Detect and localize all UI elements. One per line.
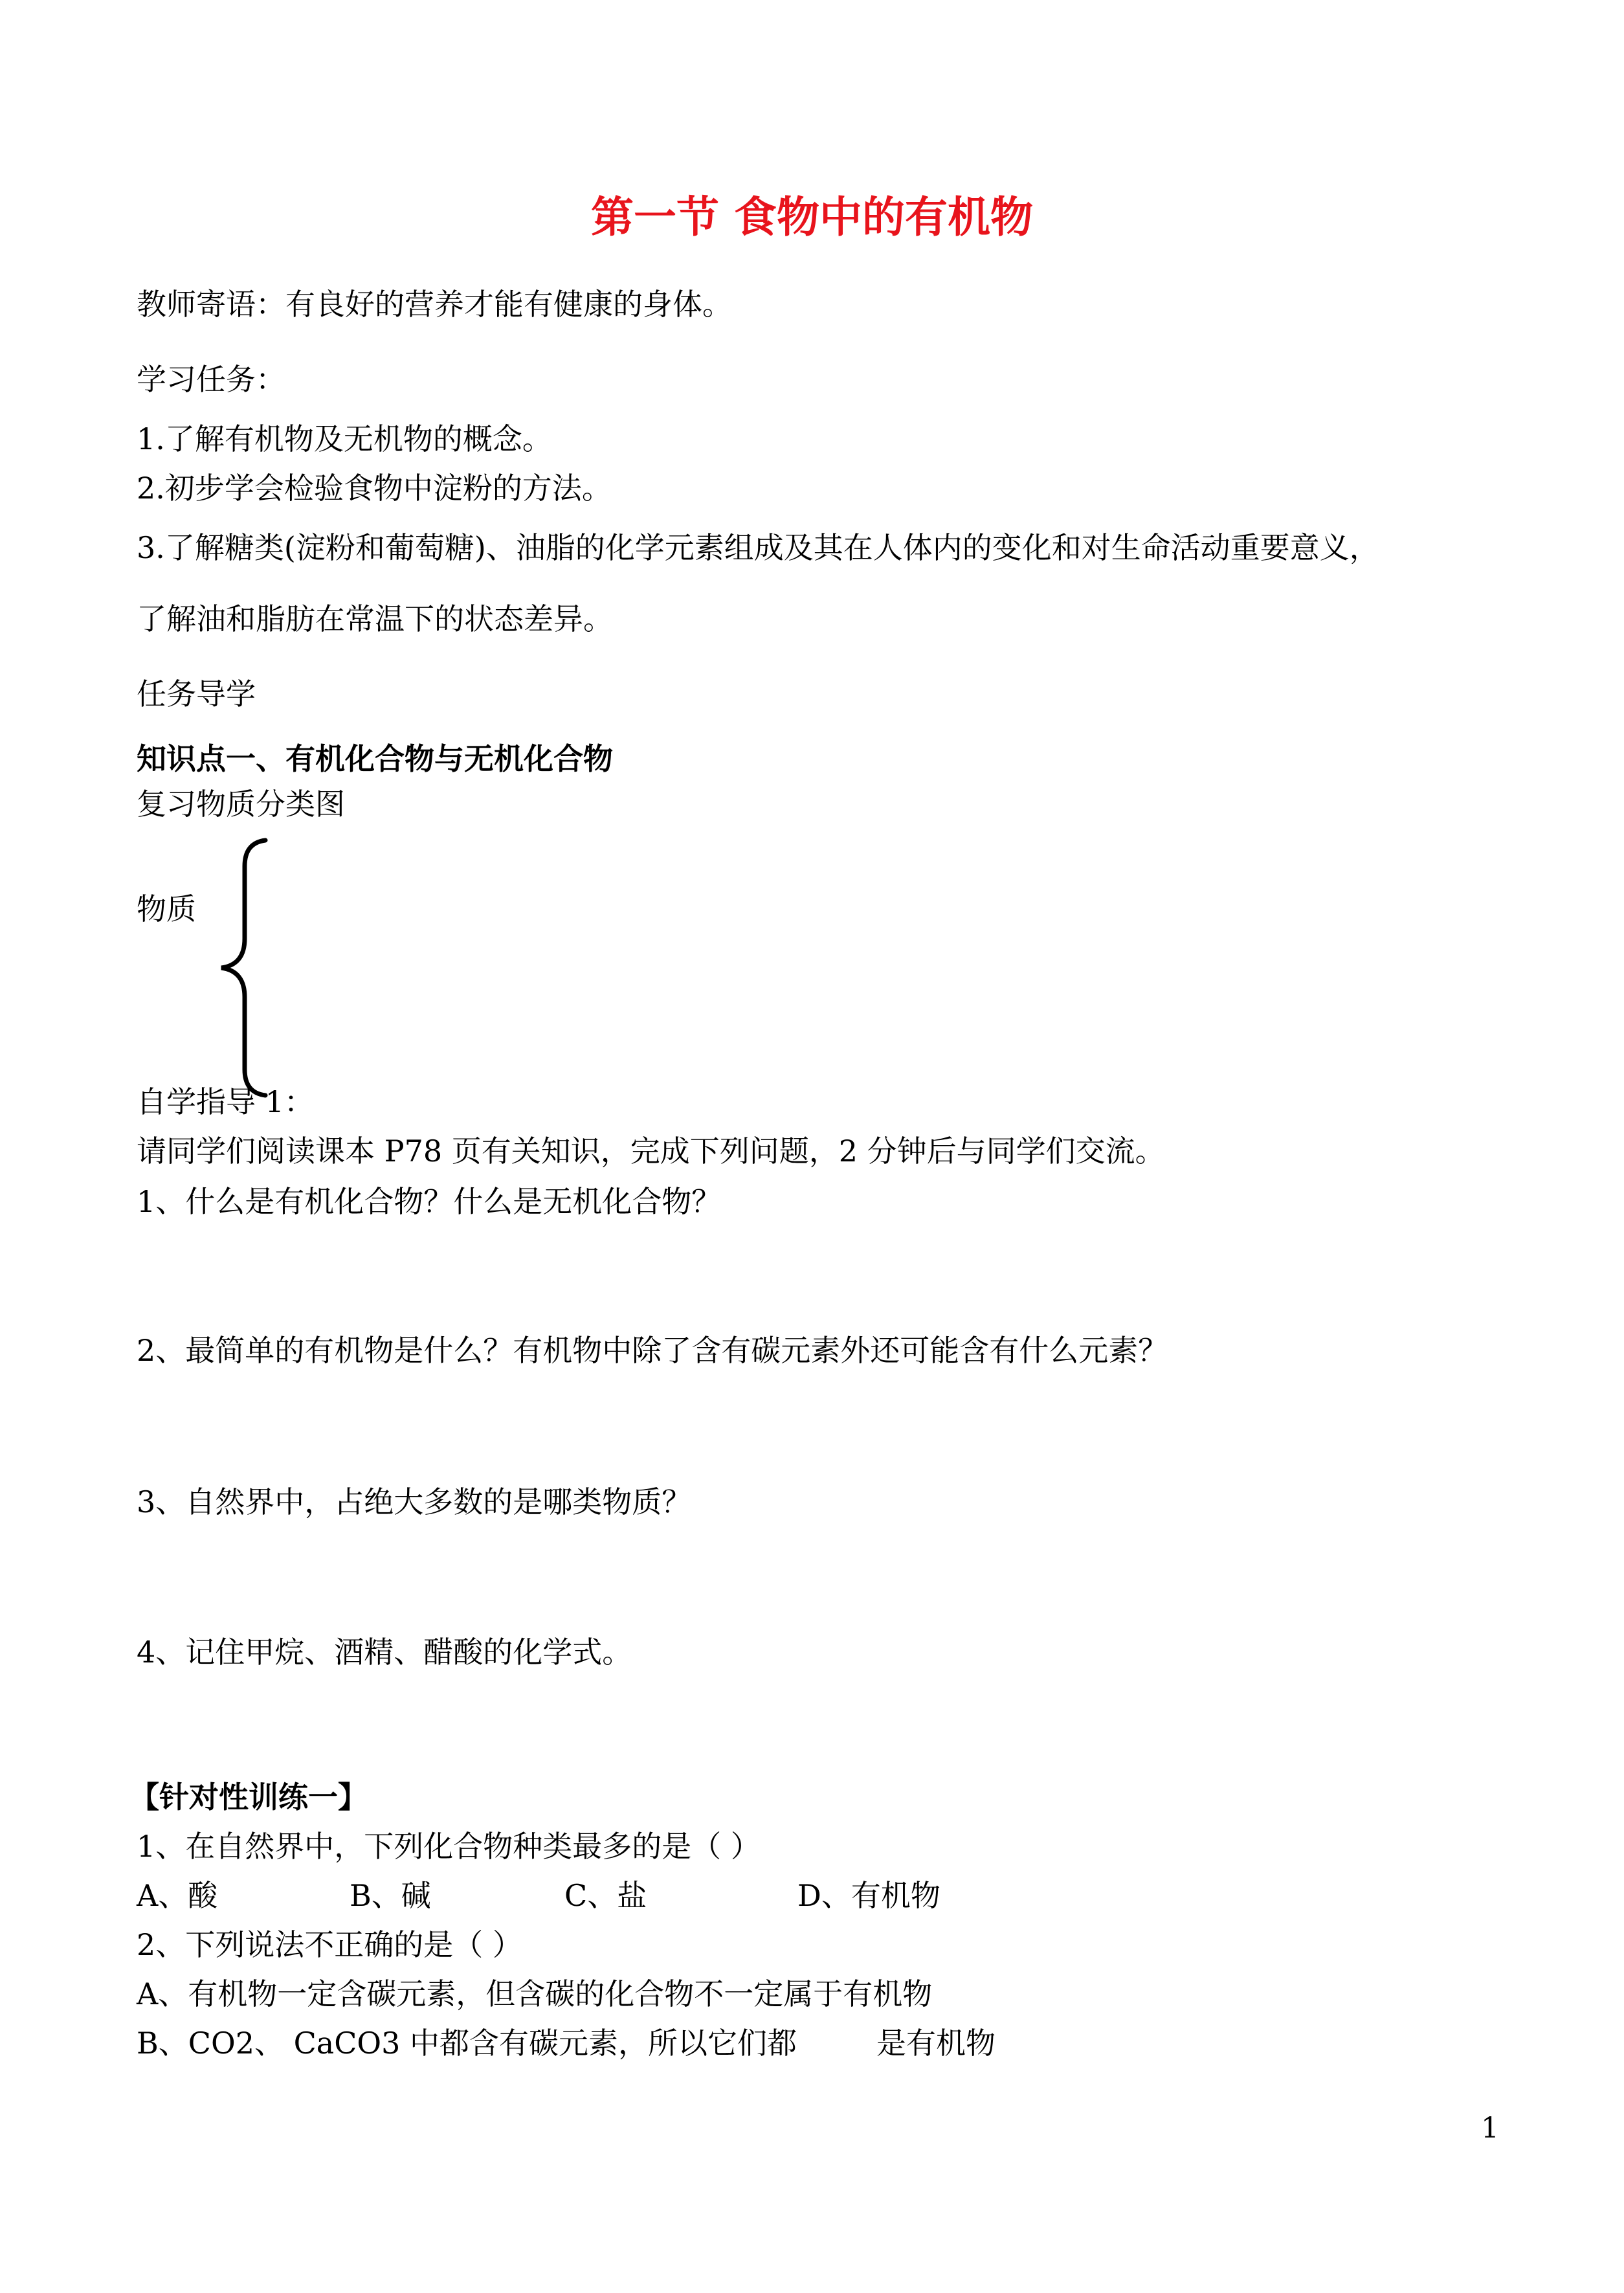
option-d: D、有机物 bbox=[797, 1878, 940, 1913]
option-a: A、酸 bbox=[137, 1878, 218, 1913]
training-heading: 【针对性训练一】 bbox=[129, 1780, 368, 1815]
page-title: 第一节 食物中的有机物 bbox=[591, 192, 1033, 242]
option-b: B、CO2、 CaCO3 中都含有碳元素，所以它们都 bbox=[137, 2026, 797, 2061]
brace-icon bbox=[214, 835, 272, 1101]
task-item: 3.了解糖类(淀粉和葡萄糖)、油脂的化学元素组成及其在人体内的变化和对生命活动重要意义， bbox=[137, 530, 1379, 565]
option-c: C、盐 bbox=[564, 1878, 647, 1913]
option-b-continued: 是有机物 bbox=[876, 2026, 996, 2061]
training-question: 2、下列说法不正确的是（ ） bbox=[137, 1927, 522, 1962]
option-b: B、碱 bbox=[350, 1878, 431, 1913]
training-question: 1、在自然界中，下列化合物种类最多的是（ ） bbox=[137, 1829, 761, 1864]
substance-label: 物质 bbox=[137, 891, 196, 926]
task-item: 2.初步学会检验食物中淀粉的方法。 bbox=[137, 471, 612, 506]
instruction: 请同学们阅读课本 P78 页有关知识，完成下列问题，2 分钟后与同学们交流。 bbox=[137, 1134, 1165, 1169]
page-number: 1 bbox=[1481, 2112, 1499, 2145]
teacher-message: 教师寄语：有良好的营养才能有健康的身体。 bbox=[137, 287, 732, 322]
knowledge-point-heading: 知识点一、有机化合物与无机化合物 bbox=[137, 741, 613, 776]
question-item: 1、什么是有机化合物？什么是无机化合物？ bbox=[137, 1184, 722, 1219]
option-a: A、有机物一定含碳元素，但含碳的化合物不一定属于有机物 bbox=[137, 1976, 933, 2011]
guide-heading: 任务导学 bbox=[137, 677, 256, 711]
review-heading: 复习物质分类图 bbox=[137, 787, 345, 822]
task-item: 1.了解有机物及无机物的概念。 bbox=[137, 421, 552, 456]
question-item: 4、记住甲烷、酒精、醋酸的化学式。 bbox=[137, 1635, 632, 1670]
question-item: 2、最简单的有机物是什么？有机物中除了含有碳元素外还可能含有什么元素？ bbox=[137, 1333, 1168, 1368]
task-item: 了解油和脂肪在常温下的状态差异。 bbox=[137, 601, 613, 636]
tasks-heading: 学习任务： bbox=[137, 362, 285, 397]
self-study-heading: 自学指导 1： bbox=[137, 1084, 314, 1119]
question-item: 3、自然界中，占绝大多数的是哪类物质？ bbox=[137, 1484, 692, 1519]
